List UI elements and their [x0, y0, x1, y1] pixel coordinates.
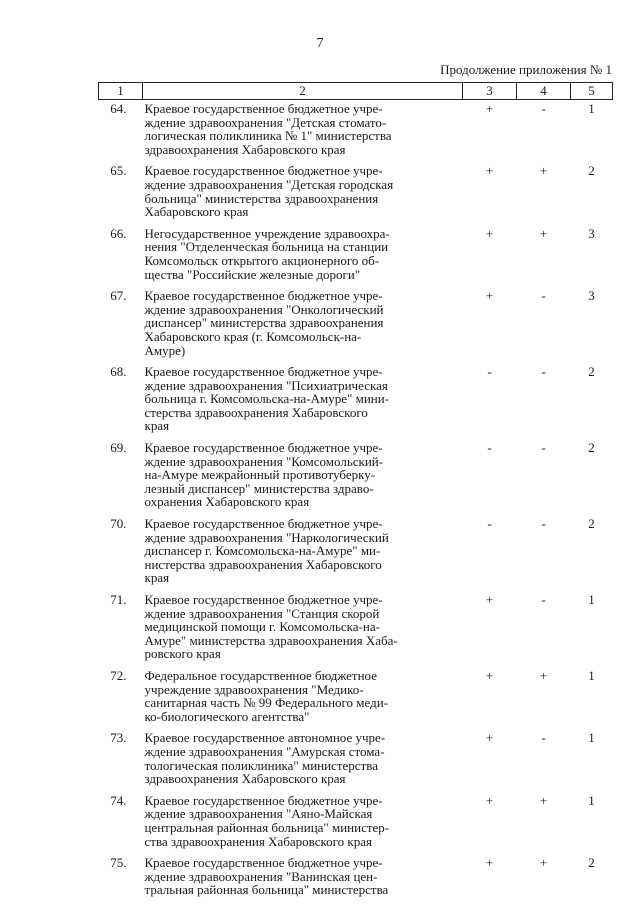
column-4-value: -	[541, 516, 546, 532]
column-4-value: +	[539, 792, 548, 808]
institution-name	[143, 515, 463, 591]
institution-name-line: Хабаровского края	[144, 204, 249, 220]
row-number: 73.	[110, 730, 127, 746]
column-5-value: 3	[588, 225, 595, 241]
institution-name-line: края	[144, 570, 170, 586]
row-number: 74.	[110, 792, 127, 808]
institution-name	[143, 591, 463, 667]
institution-name-line: санитарная часть № 99 Федерального меди-	[144, 695, 389, 711]
institution-name	[143, 287, 463, 363]
column-5-value: 1	[588, 667, 595, 683]
column-3-value: -	[487, 516, 492, 532]
table-row	[99, 854, 613, 903]
column-5-value: 1	[588, 792, 595, 808]
column-4-value: -	[541, 440, 546, 456]
institution-name-line: ждение здравоохранения "Детская городская	[144, 176, 394, 192]
institution-name-line: Краевое государственное бюджетное учре-	[144, 440, 383, 456]
column-4-value: -	[541, 730, 546, 746]
institution-name-line: ждение здравоохранения "Ванинская цен-	[144, 868, 378, 884]
column-3-value: +	[485, 225, 494, 241]
institution-name-line: Федеральное государственное бюджетное	[144, 667, 377, 683]
row-number: 75.	[110, 855, 127, 871]
institution-name-line: диспансер" министерства здравоохранения	[144, 315, 384, 331]
institution-name-line: Комсомольск открытого акционерного об-	[144, 252, 380, 268]
table-row	[99, 729, 613, 791]
institution-name-line: медицинской помощи г. Комсомольска-на-	[144, 619, 380, 635]
column-4-value: -	[541, 592, 546, 607]
column-5-value: 1	[588, 730, 595, 746]
table-row	[99, 363, 613, 439]
institution-name-line: Хабаровского края (г. Комсомольск-на-	[144, 328, 362, 344]
institution-name-line: Краевое государственное бюджетное учре-	[144, 516, 383, 532]
row-number: 69.	[110, 440, 127, 456]
institution-name-line: Краевое государственное бюджетное учре-	[144, 592, 383, 607]
institution-name-line: Краевое государственное бюджетное учре-	[144, 855, 383, 871]
column-5-value: 1	[588, 101, 595, 116]
row-number: 67.	[110, 288, 127, 304]
institution-name-line: здравоохранения Хабаровского края	[144, 141, 346, 157]
table-row	[99, 287, 613, 363]
institution-name-line: щества "Российские железные дороги"	[144, 266, 361, 282]
column-header-3: 3	[463, 83, 517, 100]
column-4-value: -	[541, 364, 546, 380]
column-5-value: 2	[588, 855, 595, 871]
table-row	[99, 162, 613, 224]
column-3-value: +	[485, 592, 494, 607]
institution-name	[143, 100, 463, 163]
table-row	[99, 225, 613, 287]
institution-name-line: больница" министерства здравоохранения	[144, 190, 379, 206]
institution-name-line: Краевое государственное бюджетное учре-	[144, 288, 383, 304]
institution-name-line: Амуре)	[144, 342, 186, 358]
column-3-value: +	[485, 667, 494, 683]
institution-name-line: ждение здравоохранения "Амурская стома-	[144, 743, 385, 759]
institution-name-line: ждение здравоохранения "Онкологический	[144, 301, 384, 317]
column-4-value: -	[541, 101, 546, 116]
institution-name-line: Краевое государственное бюджетное учре-	[144, 163, 383, 179]
table-row	[99, 792, 613, 854]
institution-name-line: ждение здравоохранения "Наркологический	[144, 529, 389, 545]
column-4-value: +	[539, 163, 548, 179]
column-5-value: 2	[588, 364, 595, 380]
column-header-5: 5	[571, 83, 613, 100]
institution-name	[143, 667, 463, 729]
institution-name-line: ко-биологического агентства"	[144, 708, 310, 724]
institution-name	[143, 854, 463, 903]
institution-name-line: Негосударственное учреждение здравоохра-	[144, 225, 390, 241]
row-number: 66.	[110, 225, 127, 241]
column-3-value: +	[485, 288, 494, 304]
institution-name-line: ждение здравоохранения "Аяно-Майская	[144, 806, 373, 822]
table-header-row	[99, 83, 613, 100]
institution-name-line: на-Амуре межрайонный противотуберку-	[144, 467, 376, 483]
column-3-value: -	[487, 364, 492, 380]
institution-name-line: Краевое государственное бюджетное учре-	[144, 364, 383, 380]
column-3-value: +	[485, 730, 494, 746]
column-4-value: -	[541, 288, 546, 304]
row-number: 70.	[110, 516, 127, 532]
column-header-1: 1	[99, 83, 143, 100]
table-row	[99, 439, 613, 515]
institution-name-line: Краевое государственное бюджетное учре-	[144, 792, 383, 808]
column-5-value: 2	[588, 163, 595, 179]
column-3-value: +	[485, 101, 494, 116]
institution-name-line: нистерства здравоохранения Хабаровского	[144, 556, 382, 572]
institution-name-line: края	[144, 418, 170, 434]
appendix-continuation-note: Продолжение приложения № 1	[440, 62, 612, 77]
institution-name-line: центральная районная больница" министер-	[144, 819, 390, 835]
institution-name	[143, 225, 463, 287]
institution-name-line: больница г. Комсомольска-на-Амуре" мини-	[144, 391, 390, 407]
table-row	[99, 100, 613, 163]
page-number: 7	[316, 36, 324, 51]
column-4-value: +	[539, 225, 548, 241]
institution-name-line: тральная районная больница" министерства	[144, 882, 389, 898]
column-4-value: +	[539, 855, 548, 871]
table-row	[99, 667, 613, 729]
institution-name-line: логическая поликлиника № 1" министерства	[144, 128, 392, 144]
column-5-value: 2	[588, 516, 595, 532]
row-number: 65.	[110, 163, 127, 179]
table-row	[99, 515, 613, 591]
institution-name-line: учреждение здравоохранения "Медико-	[144, 681, 364, 697]
institution-name	[143, 792, 463, 854]
column-header-4: 4	[517, 83, 571, 100]
institution-name-line: ждение здравоохранения "Детская стомато-	[144, 114, 387, 130]
institution-name-line: здравоохранения Хабаровского края	[144, 771, 346, 787]
institution-name-line: ждение здравоохранения "Комсомольский-	[144, 453, 384, 469]
institution-name-line: диспансер г. Комсомольска-на-Амуре" ми-	[144, 543, 381, 559]
institution-name	[143, 162, 463, 224]
institution-name-line: Краевое государственное автономное учре-	[144, 730, 386, 746]
institution-name	[143, 439, 463, 515]
column-5-value: 2	[588, 440, 595, 456]
institution-name-line: Краевое государственное бюджетное учре-	[144, 101, 383, 116]
row-number: 71.	[110, 592, 127, 607]
institution-name	[143, 363, 463, 439]
column-3-value: +	[485, 792, 494, 808]
column-5-value: 1	[588, 592, 595, 607]
row-number: 72.	[110, 667, 127, 683]
institution-name-line: ства здравоохранения Хабаровского края	[144, 833, 372, 849]
row-number: 64.	[110, 101, 127, 116]
institution-name	[143, 729, 463, 791]
institution-name-line: тологическая поликлиника" министерства	[144, 757, 378, 773]
column-3-value: +	[485, 163, 494, 179]
institution-name-line: стерства здравоохранения Хабаровского	[144, 404, 368, 420]
institution-name-line: ждение здравоохранения "Психиатрическая	[144, 377, 388, 393]
table-row	[99, 591, 613, 667]
institution-name-line: лезный диспансер" министерства здраво-	[144, 480, 374, 496]
institution-name-line: Амуре" министерства здравоохранения Хаба-	[144, 632, 398, 648]
column-header-2: 2	[143, 83, 463, 100]
institution-name-line: нения "Отделенческая больница на станции	[144, 239, 389, 255]
facilities-table	[98, 82, 613, 903]
column-3-value: -	[487, 440, 492, 456]
row-number: 68.	[110, 364, 127, 380]
institution-name-line: ровского края	[144, 646, 221, 662]
institution-name-line: ждение здравоохранения "Станция скорой	[144, 605, 380, 621]
column-4-value: +	[539, 667, 548, 683]
table-body	[99, 100, 613, 903]
column-3-value: +	[485, 855, 494, 871]
institution-name-line: охранения Хабаровского края	[144, 494, 310, 510]
column-5-value: 3	[588, 288, 595, 304]
